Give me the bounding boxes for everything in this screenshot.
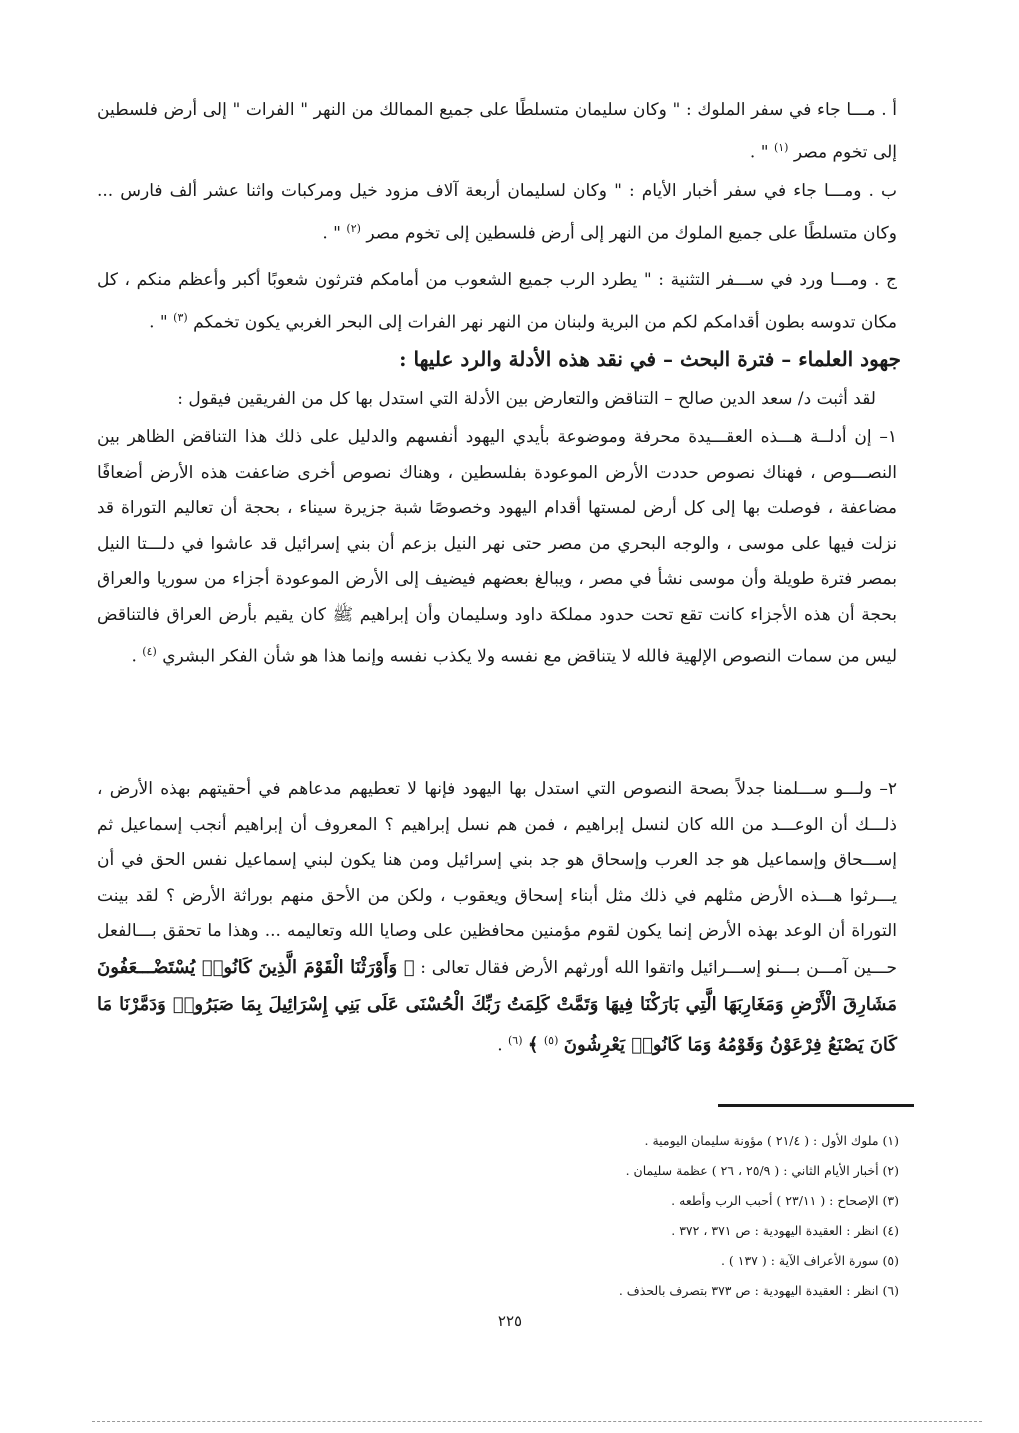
paragraph-c-label: ج . (874, 270, 898, 290)
page-number: ٢٢٥ (497, 1312, 523, 1330)
paragraph-b (97, 173, 897, 253)
footnote-divider (718, 1104, 914, 1107)
paragraph-b-text: ومـــا جاء في سفر أخبار الأيام : " وكان لسليمان أربعة آلاف مزود خيل ومركبات واثنا عشر ألف فارس ... وكان متسلطًا على جميع الملوك من النهر إلى أرض فلسطين إلى تخوم مصر (97, 181, 897, 244)
item-2-label: ٢– (879, 779, 898, 799)
paragraph-c-end: " . (149, 312, 168, 333)
footnote-4: (٤) انظر : العقيدة اليهودية : ص ٣٧١ ، ٣٧٢ . (671, 1223, 899, 1238)
footnote-ref-6: (٦) (508, 1034, 523, 1048)
item-1-label: ١– (879, 427, 897, 447)
paragraph-c (97, 262, 897, 342)
item-2-end: . (497, 1035, 503, 1056)
paragraph-a (97, 92, 897, 172)
item-1-text: إن أدلــة هـــذه العقـــيدة محرفة وموضوعة بأيدي اليهود أنفسهم والدليل على ذلك هذا التناقض الظاهر بين النصـــوص ، فهناك نصوص حددت الأرض الموعودة بفلسطين ، وهناك نصوص أخرى ضاعفت هذه الأرض أضعافًا مضاعفة ، فوصلت بها إلى كل أرض لمستها أقدام اليهود وخصوصًا شبة جزيرة سيناء ، بحجة أن تعاليم التوراة قد نزلت فيها على موسى ، والوجه البحري من مصر حتى نهر النيل بزعم أن بني إسرائيل قد عاشوا في دلـــتا النيل بمصر فترة طويلة وأن موسى نشأ في مصر ، ويبالغ بعضهم فيضيف إلى الأرض الموعودة أجزاء من سوريا والعراق بحجة أن هذه الأجزاء كانت تقع تحت حدود مملكة داود وسليمان وأن إبراهيم ﷺ كان يقيم بأرض العراق فالتناقض ليس من سمات النصوص الإلهية فالله لا يتناقض مع نفسه ولا يكذب نفسه وإنما هذا هو شأن الفكر البشري (97, 427, 897, 667)
paragraph-a-label: أ . (881, 100, 897, 120)
footnote-3: (٣) الإصحاح : ( ٢٣/١١ ) أحبب الرب وأطعه . (671, 1193, 899, 1208)
footnote-1: (١) ملوك الأول : ( ٢١/٤ ) مؤونة سليمان اليومية . (644, 1133, 899, 1148)
footnote-ref-4: (٤) (142, 644, 157, 658)
footnote-ref-5: (٥) (543, 1034, 559, 1048)
intro-sentence: لقد أثبت د/ سعد الدين صالح – التناقض والتعارض بين الأدلة التي استدل بها كل من الفريقين فيقول : (177, 389, 876, 409)
quran-verse-close: ﴾ (527, 1034, 539, 1056)
footnote-ref-3: (٣) (173, 311, 188, 324)
paragraph-b-end: " . (322, 223, 341, 244)
footnote-6: (٦) انظر : العقيدة اليهودية : ص ٣٧٣ بتصرف بالحذف . (618, 1283, 899, 1298)
quran-verse: ﴿ وَأَوْرَثْنَا الْقَوْمَ الَّذِينَ كَانُوا۟ يُسْتَضْـــعَفُونَ مَشَارِقَ الْأَرْضِ وَمَغَارِبَهَا الَّتِي بَارَكْنَا فِيهَا وَتَمَّتْ كَلِمَتُ رَبِّكَ الْحُسْنَى عَلَى بَنِي إِسْرَائِيلَ بِمَا صَبَرُوا۟ وَدَمَّرْنَا مَا كَانَ يَصْنَعُ فِرْعَوْنُ وَقَوْمُهُ وَمَا كَانُوا۟ يَعْرِشُونَ (97, 956, 897, 1056)
scan-edge-line (92, 1421, 982, 1423)
footnotes (419, 1126, 899, 1306)
section-heading: جهود العلماء – فترة البحث – في نقد هذه الأدلة والرد عليها : (399, 347, 901, 371)
numbered-item-2 (97, 772, 897, 1064)
numbered-item-1 (97, 420, 897, 675)
item-1-end: . (131, 646, 137, 667)
paragraph-a-text: مـــا جاء في سفر الملوك : " وكان سليمان متسلطًا على جميع الممالك من النهر " الفرات " إلى أرض فلسطين إلى تخوم مصر (97, 100, 897, 163)
paragraph-a-end: " . (749, 142, 769, 163)
footnote-ref-2: (٢) (346, 222, 361, 235)
paragraph-c-text: ومـــا ورد في ســـفر التثنية : " يطرد الرب جميع الشعوب من أمامكم فترثون شعوبًا أكبر وأعظم منكم ، كل مكان تدوسه بطون أقدامكم لكم من البرية ولبنان من النهر نهر الفرات إلى البحر الغربي يكون تخمكم (97, 270, 897, 333)
paragraph-b-label: ب . (868, 181, 898, 201)
footnote-ref-1: (١) (773, 141, 789, 154)
item-2-text: ولـــو ســـلمنا جدلاً بصحة النصوص التي استدل بها اليهود فإنها لا تعطيهم مدعاهم في أحقيتهم بهذه الأرض ، ذلـــك أن الوعـــد من الله كان لنسل إبراهيم ، فمن هم نسل إبراهيم ؟ المعروف أن إبراهيم أنجب إسماعيل ثم إســـحاق وإسماعيل هو جد العرب وإسحاق هو جد بني إسرائيل ومن هنا يكون لبني إسماعيل نفس الحق في أن يـــرثوا هـــذه الأرض مثلهم في ذلك مثل أبناء إسحاق ويعقوب ، ولكن من الأحق منهم بوراثة الأرض ؟ لقد بينت التوراة أن الوعد بهذه الأرض إنما يكون لقوم مؤمنين محافظين على وصايا الله وتعاليمه ... وهذا ما تحقق بـــالفعل حـــين آمـــن بـــنو إســـرائيل واتقوا الله أورثهم الأرض فقال تعالى : (97, 779, 898, 978)
footnote-2: (٢) أخبار الأيام الثاني : ( ٢٥/٩ ، ٢٦ ) عظمة سليمان . (625, 1163, 899, 1178)
footnote-5: (٥) سورة الأعراف الآية : ( ١٣٧ ) . (720, 1253, 899, 1268)
